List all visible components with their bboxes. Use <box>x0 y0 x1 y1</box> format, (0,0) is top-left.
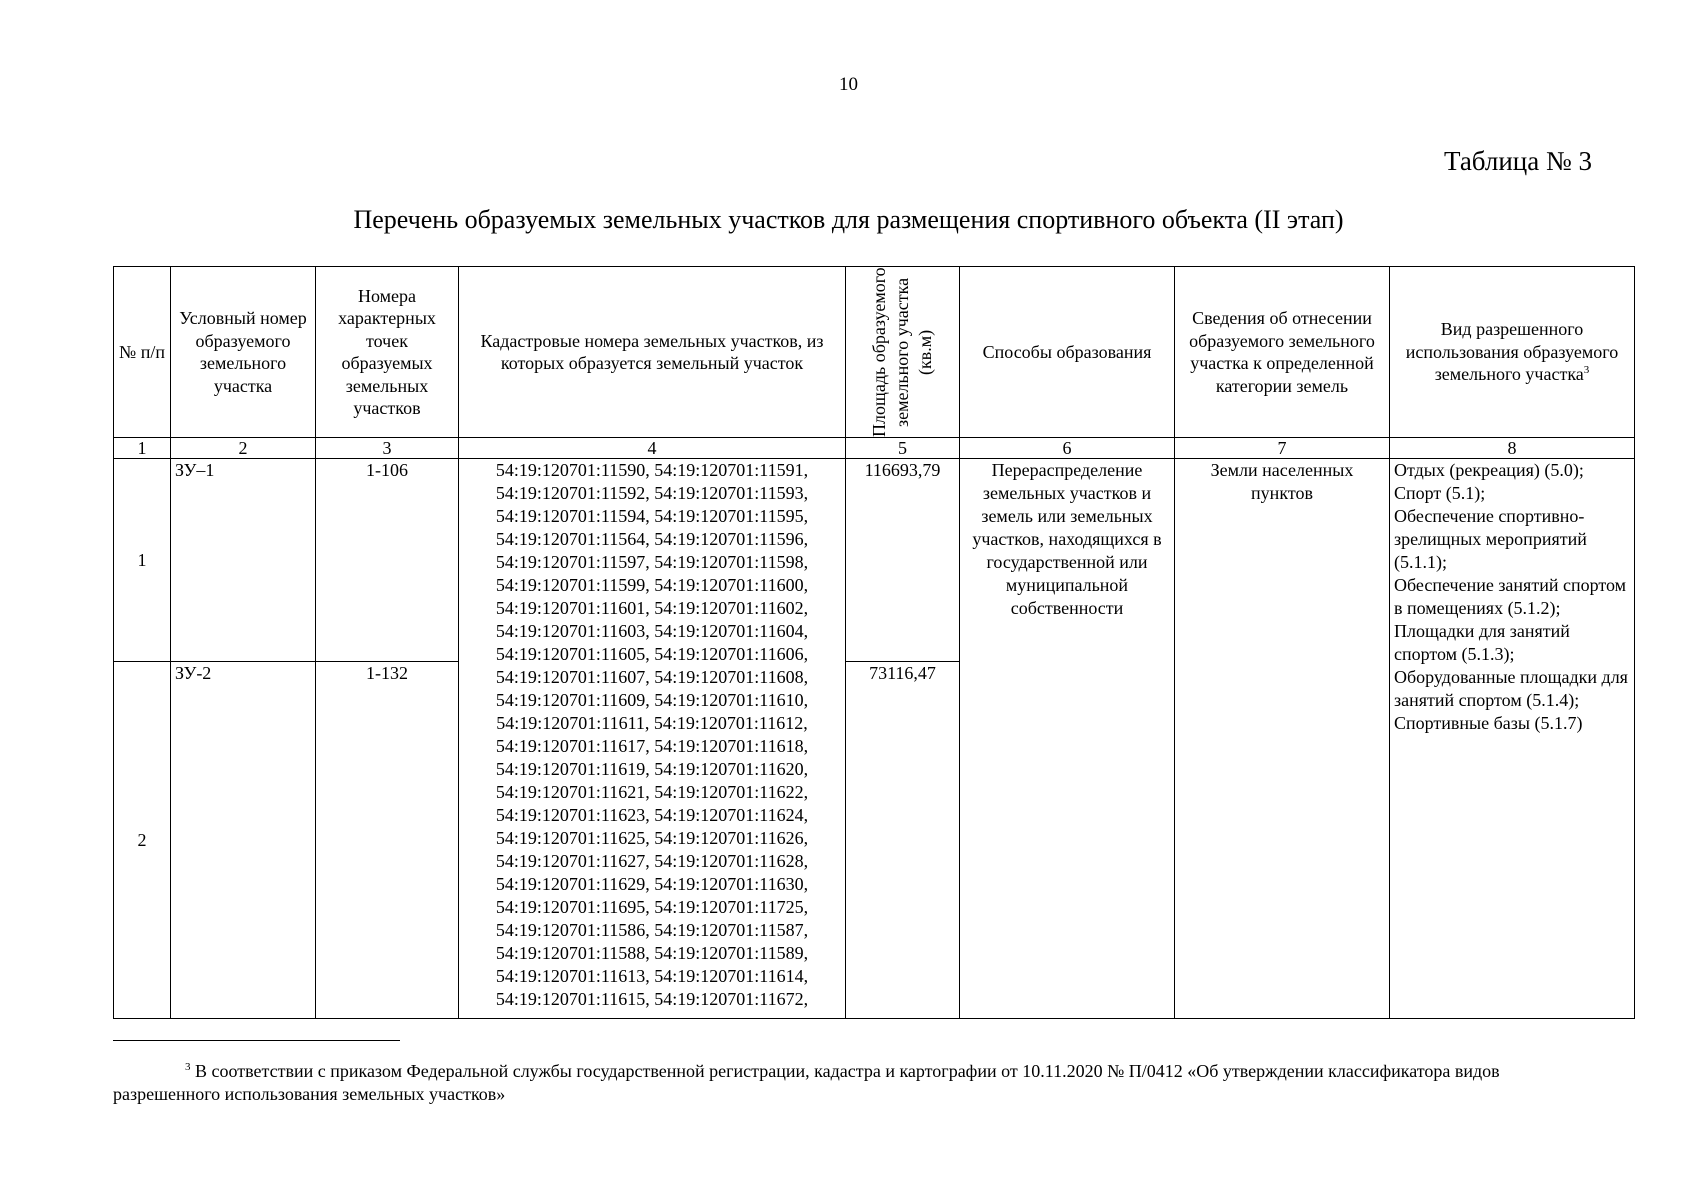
cadastral-list <box>459 459 845 1011</box>
permitted-use-item: Отдых (рекреация) (5.0); <box>1394 460 1584 480</box>
column-number: 3 <box>316 438 459 459</box>
cadastral-line: 54:19:120701:11625, 54:19:120701:11626, <box>495 828 809 848</box>
cadastral-line: 54:19:120701:11594, 54:19:120701:11595, <box>495 506 809 526</box>
header-col-area: Площадь образуемого земельного участка (кв.м) <box>869 267 935 437</box>
cadastral-line: 54:19:120701:11627, 54:19:120701:11628, <box>495 851 809 871</box>
page-number: 10 <box>839 74 858 95</box>
conditional-number: ЗУ-2 <box>171 662 316 1019</box>
permitted-use-list <box>1394 459 1630 735</box>
header-col-points: Номера характерных точек образуемых земельных участков <box>316 267 459 438</box>
footnote-mark: 3 <box>185 1061 191 1073</box>
footnote-text: В соответствии с приказом Федеральной службы государственной регистрации, кадастра и картографии от 10.11.2020 № П/0412 «Об утверждении классификатора видов разрешенного использования земельных участков» <box>113 1061 1500 1104</box>
column-number: 6 <box>960 438 1175 459</box>
header-col-category: Сведения об отнесении образуемого земельного участка к определенной категории земель <box>1175 267 1390 438</box>
cadastral-line: 54:19:120701:11588, 54:19:120701:11589, <box>495 943 809 963</box>
points-range: 1-106 <box>316 459 459 662</box>
permitted-use-item: Спорт (5.1); <box>1394 483 1486 503</box>
header-col-conditional-number: Условный номер образуемого земельного участка <box>171 267 316 438</box>
header-col-permitted-use: Вид разрешенного использования образуемого земельного участка <box>1405 319 1619 385</box>
conditional-number: ЗУ–1 <box>171 459 316 662</box>
cadastral-line: 54:19:120701:11611, 54:19:120701:11612, <box>496 713 808 733</box>
cadastral-line: 54:19:120701:11607, 54:19:120701:11608, <box>495 667 809 687</box>
cadastral-line: 54:19:120701:11590, 54:19:120701:11591, <box>495 460 809 480</box>
permitted-use-item: Оборудованные площадки для занятий спортом (5.1.4); <box>1394 667 1628 710</box>
permitted-use-item: Спортивные базы (5.1.7) <box>1394 713 1583 733</box>
land-plots-table <box>113 266 1635 1019</box>
land-category: Земли населенных пунктов <box>1175 459 1390 1019</box>
row-number: 2 <box>114 662 171 1019</box>
footnote <box>113 1060 1533 1106</box>
cadastral-line: 54:19:120701:11586, 54:19:120701:11587, <box>495 920 809 940</box>
table-label: Таблица № 3 <box>1444 146 1592 176</box>
header-col-area-cell <box>846 267 960 438</box>
cadastral-numbers <box>459 459 846 1019</box>
footnote-reference: 3 <box>1583 364 1590 377</box>
table-row <box>114 459 1635 662</box>
cadastral-line: 54:19:120701:11603, 54:19:120701:11604, <box>495 621 809 641</box>
row-number: 1 <box>114 459 171 662</box>
header-col-number: № п/п <box>114 267 171 438</box>
cadastral-line: 54:19:120701:11695, 54:19:120701:11725, <box>495 897 809 917</box>
header-col-formation: Способы образования <box>960 267 1175 438</box>
permitted-use-item: Обеспечение спортивно-зрелищных мероприятий (5.1.1); <box>1394 506 1587 572</box>
cadastral-line: 54:19:120701:11623, 54:19:120701:11624, <box>495 805 809 825</box>
cadastral-line: 54:19:120701:11619, 54:19:120701:11620, <box>495 759 809 779</box>
footnote-divider <box>113 1040 400 1041</box>
cadastral-line: 54:19:120701:11609, 54:19:120701:11610, <box>495 690 809 710</box>
cadastral-line: 54:19:120701:11601, 54:19:120701:11602, <box>495 598 809 618</box>
column-number: 2 <box>171 438 316 459</box>
cadastral-line: 54:19:120701:11605, 54:19:120701:11606, <box>495 644 809 664</box>
cadastral-line: 54:19:120701:11629, 54:19:120701:11630, <box>495 874 809 894</box>
formation-method: Перераспределение земельных участков и земель или земельных участков, находящихся в государственной или муниципальной собственности <box>960 459 1175 1019</box>
permitted-use <box>1390 459 1635 1019</box>
cadastral-line: 54:19:120701:11613, 54:19:120701:11614, <box>495 966 809 986</box>
cadastral-line: 54:19:120701:11564, 54:19:120701:11596, <box>495 529 809 549</box>
column-number: 7 <box>1175 438 1390 459</box>
header-col-cadastral: Кадастровые номера земельных участков, из которых образуется земельный участок <box>459 267 846 438</box>
permitted-use-item: Обеспечение занятий спортом в помещениях (5.1.2); <box>1394 575 1627 618</box>
cadastral-line: 54:19:120701:11597, 54:19:120701:11598, <box>495 552 809 572</box>
header-col-permitted-use-cell <box>1390 267 1635 438</box>
permitted-use-item: Площадки для занятий спортом (5.1.3); <box>1394 621 1570 664</box>
column-number-row <box>114 438 1635 459</box>
plot-area: 116693,79 <box>846 459 960 662</box>
header-row <box>114 267 1635 438</box>
cadastral-line: 54:19:120701:11621, 54:19:120701:11622, <box>495 782 809 802</box>
column-number: 5 <box>846 438 960 459</box>
cadastral-line: 54:19:120701:11617, 54:19:120701:11618, <box>495 736 809 756</box>
cadastral-line: 54:19:120701:11592, 54:19:120701:11593, <box>495 483 809 503</box>
cadastral-line: 54:19:120701:11599, 54:19:120701:11600, <box>495 575 809 595</box>
plot-area: 73116,47 <box>846 662 960 1019</box>
points-range: 1-132 <box>316 662 459 1019</box>
column-number: 8 <box>1390 438 1635 459</box>
column-number: 1 <box>114 438 171 459</box>
table-title: Перечень образуемых земельных участков для размещения спортивного объекта (II этап) <box>353 205 1344 234</box>
column-number: 4 <box>459 438 846 459</box>
cadastral-line: 54:19:120701:11615, 54:19:120701:11672, <box>495 989 809 1009</box>
